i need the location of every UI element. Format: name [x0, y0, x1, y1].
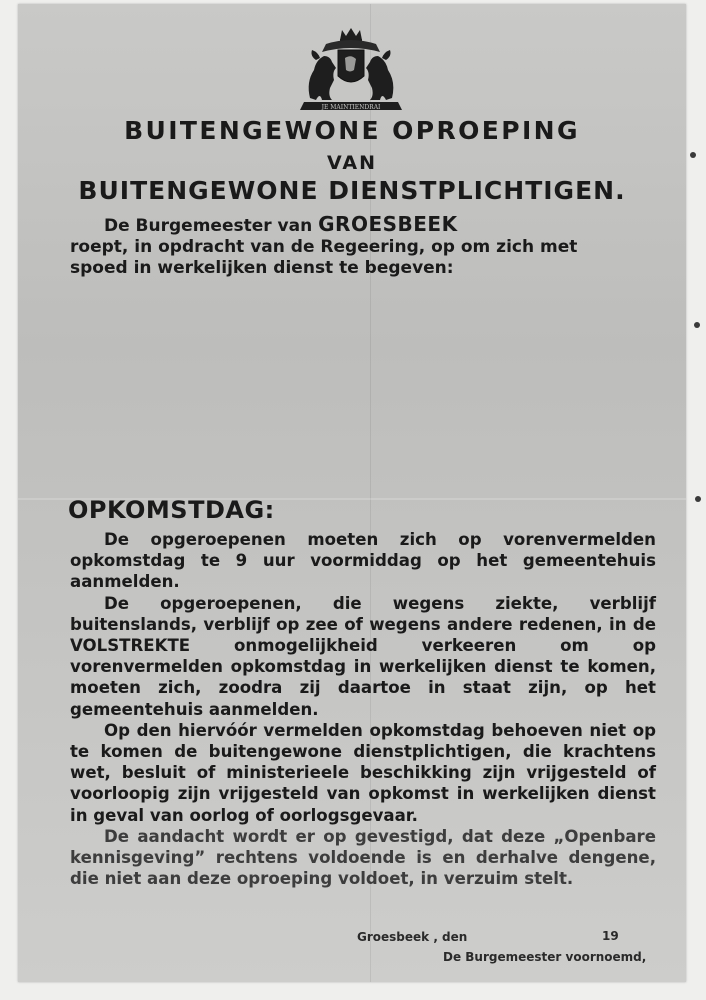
footer-place-date: Groesbeek , den [357, 930, 468, 944]
paragraph-2-emphasis: VOLSTREKTE [70, 636, 191, 656]
intro-prefix: De Burgemeester van [104, 216, 313, 236]
pin-mark [690, 152, 696, 158]
pin-mark [695, 496, 701, 502]
intro-line-3: spoed in werkelijken dienst te begeven: [70, 258, 454, 278]
paragraph-3: Op den hiervóór vermelden opkomstdag behoeven niet op te komen de buitengewone dienstplichtigen, die krachtens wet, besluit of ministerieele beschikking zijn vrijgesteld of voorloopig zijn vrijgesteld van opkomst in werkelijken dienst in geval van oorlog of oorlogsgevaar. [70, 720, 656, 825]
title-line-2: VAN [326, 152, 378, 174]
opkomstdag-heading: OPKOMSTDAG: [68, 496, 275, 524]
title-line-1: BUITENGEWONE OPROEPING [124, 116, 580, 145]
coat-motto: JE MAINTIENDRAI [321, 104, 381, 111]
title-line-3: BUITENGEWONE DIENSTPLICHTIGEN. [78, 176, 626, 205]
intro-line-2: roept, in opdracht van de Regeering, op om zich met [70, 237, 578, 257]
intro-place: GROESBEEK [318, 212, 458, 236]
paragraph-2-part-a: De opgeroepenen, die wegens ziekte, verblijf buitenslands, verblijf op zee of wegens andere redenen, in de [70, 593, 656, 634]
intro-paragraph [70, 214, 650, 279]
body-text [70, 529, 656, 889]
footer-year: 19 [602, 929, 619, 943]
pin-mark [694, 322, 700, 328]
paragraph-2 [70, 593, 656, 720]
coat-of-arms-icon [296, 26, 406, 114]
footer-signature: De Burgemeester voornoemd, [443, 950, 647, 964]
paragraph-2-part-b: onmogelijkheid verkeeren om op vorenvermelden opkomstdag in werkelijken dienst te komen, moeten zich, zoodra zij daartoe in staat zijn, op het gemeentehuis aanmelden. [70, 636, 656, 719]
paragraph-4: De aandacht wordt er op gevestigd, dat deze „Openbare kennisgeving” rechtens voldoende is en derhalve dengene, die niet aan deze oproeping voldoet, in verzuim stelt. [70, 826, 656, 889]
poster-sheet [18, 4, 686, 982]
paragraph-1: De opgeroepenen moeten zich op vorenvermelden opkomstdag te 9 uur voormiddag op het gemeentehuis aanmelden. [70, 530, 656, 592]
